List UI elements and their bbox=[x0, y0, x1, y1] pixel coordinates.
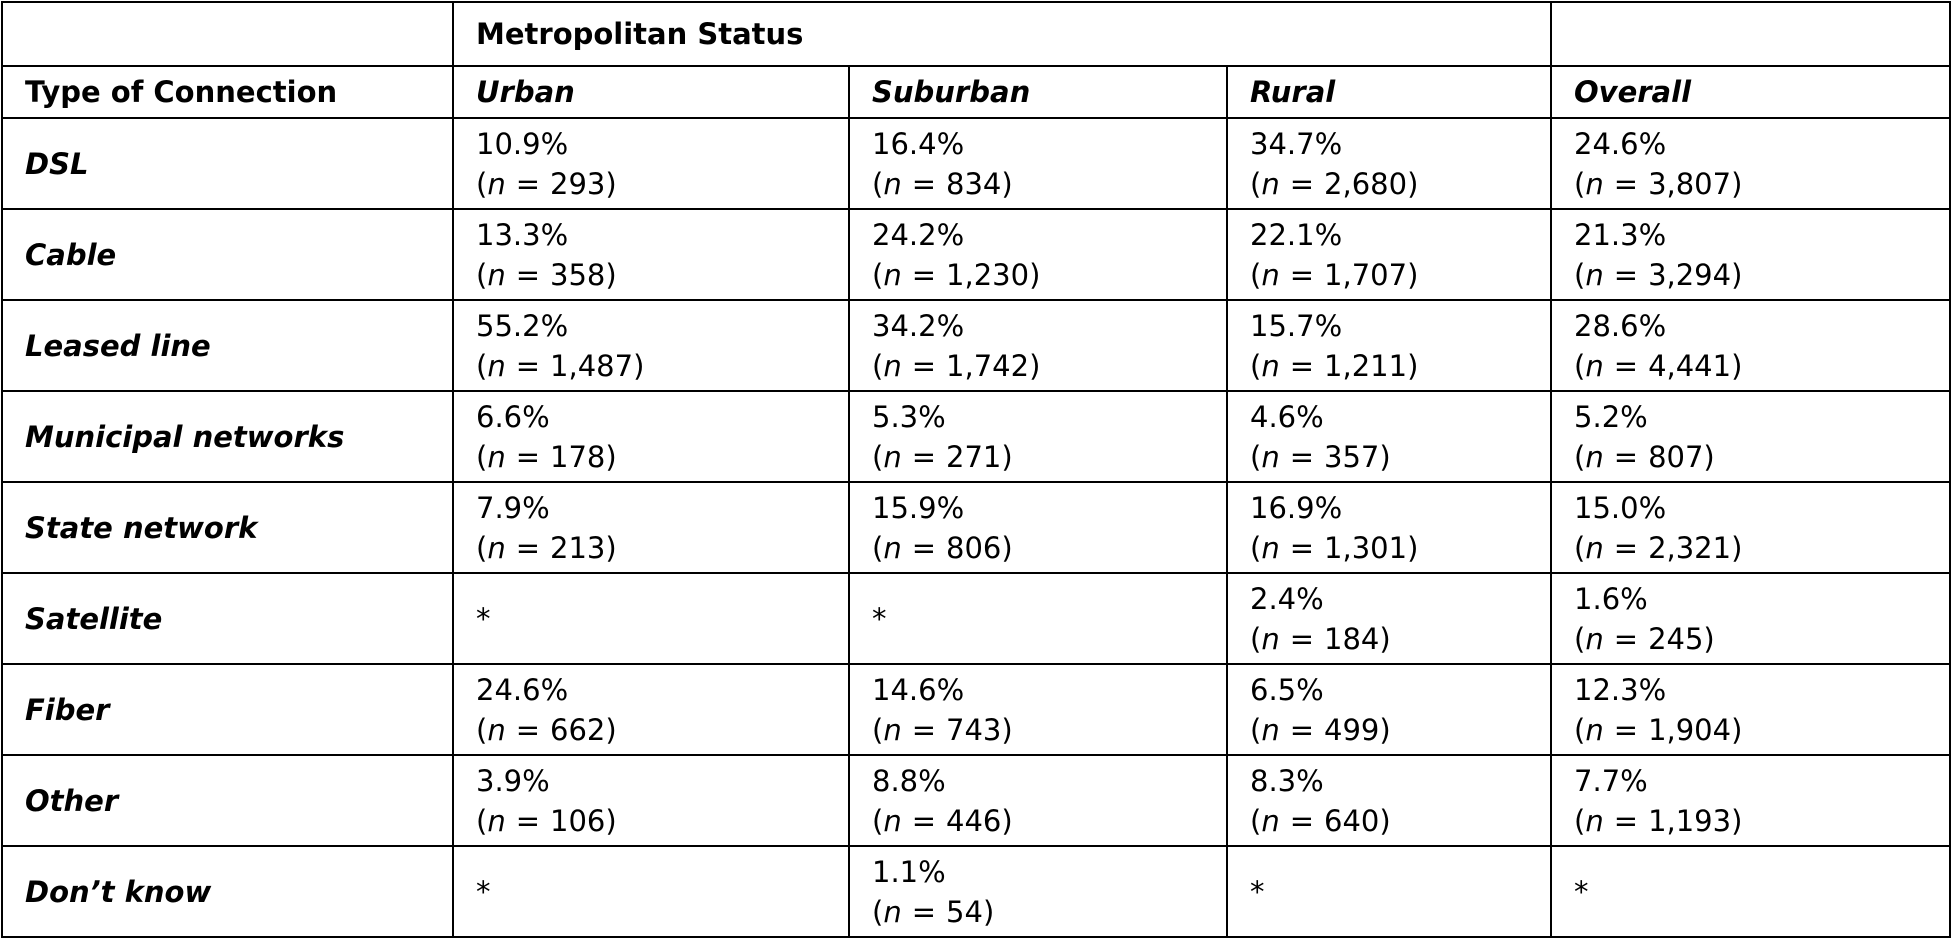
cell-count: (n = 106) bbox=[476, 803, 617, 838]
count-value: 640 bbox=[1324, 803, 1380, 838]
row-label: Leased line bbox=[2, 300, 453, 391]
cell-percent: 7.9% bbox=[476, 490, 550, 525]
cell-count: (n = 1,301) bbox=[1250, 530, 1419, 565]
count-value: 1,301 bbox=[1324, 530, 1408, 565]
row-label: Cable bbox=[2, 209, 453, 300]
cell-rural bbox=[1227, 482, 1551, 573]
row-label: State network bbox=[2, 482, 453, 573]
table-row bbox=[2, 118, 1950, 209]
count-value: 4,441 bbox=[1648, 348, 1732, 383]
cell-count: (n = 3,807) bbox=[1574, 166, 1743, 201]
column-header-row bbox=[2, 66, 1950, 118]
metropolitan-status-header: Metropolitan Status bbox=[453, 2, 1551, 66]
cell-suburban bbox=[849, 664, 1227, 755]
cell-rural bbox=[1227, 573, 1551, 664]
cell-count: (n = 2,321) bbox=[1574, 530, 1743, 565]
count-value: 806 bbox=[946, 530, 1002, 565]
column-header-urban: Urban bbox=[453, 66, 849, 118]
cell-percent: 5.2% bbox=[1574, 399, 1648, 434]
cell-count: (n = 1,230) bbox=[872, 257, 1041, 292]
cell-suburban bbox=[849, 391, 1227, 482]
cell-rural bbox=[1227, 391, 1551, 482]
n-symbol: n bbox=[1585, 348, 1604, 383]
cell-percent: 10.9% bbox=[476, 126, 569, 161]
cell-count: (n = 1,742) bbox=[872, 348, 1041, 383]
cell-count: (n = 662) bbox=[476, 712, 617, 747]
cell-percent: * bbox=[476, 874, 491, 909]
cell-percent: 2.4% bbox=[1250, 581, 1324, 616]
cell-count: (n = 54) bbox=[872, 894, 995, 929]
count-value: 245 bbox=[1648, 621, 1704, 656]
count-value: 807 bbox=[1648, 439, 1704, 474]
count-value: 54 bbox=[946, 894, 983, 929]
cell-count: (n = 357) bbox=[1250, 439, 1391, 474]
cell-count: (n = 807) bbox=[1574, 439, 1715, 474]
cell-count: (n = 834) bbox=[872, 166, 1013, 201]
cell-suburban bbox=[849, 846, 1227, 937]
cell-count: (n = 358) bbox=[476, 257, 617, 292]
count-value: 1,742 bbox=[946, 348, 1030, 383]
n-symbol: n bbox=[1261, 530, 1280, 565]
n-symbol: n bbox=[883, 803, 902, 838]
cell-percent: 22.1% bbox=[1250, 217, 1343, 252]
cell-rural bbox=[1227, 118, 1551, 209]
count-value: 1,193 bbox=[1648, 803, 1732, 838]
count-value: 743 bbox=[946, 712, 1002, 747]
cell-urban bbox=[453, 391, 849, 482]
cell-percent: 8.3% bbox=[1250, 763, 1324, 798]
cell-count: (n = 806) bbox=[872, 530, 1013, 565]
table-row bbox=[2, 755, 1950, 846]
n-symbol: n bbox=[1261, 257, 1280, 292]
cell-percent: 24.6% bbox=[476, 672, 569, 707]
cell-rural bbox=[1227, 755, 1551, 846]
n-symbol: n bbox=[1585, 621, 1604, 656]
count-value: 3,294 bbox=[1648, 257, 1732, 292]
row-label: DSL bbox=[2, 118, 453, 209]
count-value: 2,321 bbox=[1648, 530, 1732, 565]
row-label: Fiber bbox=[2, 664, 453, 755]
table-row bbox=[2, 209, 1950, 300]
cell-overall bbox=[1551, 209, 1950, 300]
cell-count: (n = 446) bbox=[872, 803, 1013, 838]
cell-percent: 4.6% bbox=[1250, 399, 1324, 434]
n-symbol: n bbox=[1585, 530, 1604, 565]
cell-overall bbox=[1551, 300, 1950, 391]
n-symbol: n bbox=[1585, 439, 1604, 474]
count-value: 271 bbox=[946, 439, 1002, 474]
cell-rural bbox=[1227, 300, 1551, 391]
cell-overall bbox=[1551, 664, 1950, 755]
count-value: 213 bbox=[550, 530, 606, 565]
cell-count: (n = 245) bbox=[1574, 621, 1715, 656]
cell-percent: 13.3% bbox=[476, 217, 569, 252]
cell-urban bbox=[453, 300, 849, 391]
n-symbol: n bbox=[1585, 166, 1604, 201]
count-value: 357 bbox=[1324, 439, 1380, 474]
n-symbol: n bbox=[1261, 712, 1280, 747]
n-symbol: n bbox=[883, 439, 902, 474]
cell-percent: 6.6% bbox=[476, 399, 550, 434]
count-value: 662 bbox=[550, 712, 606, 747]
count-value: 3,807 bbox=[1648, 166, 1732, 201]
cell-urban bbox=[453, 118, 849, 209]
cell-count: (n = 1,707) bbox=[1250, 257, 1419, 292]
n-symbol: n bbox=[883, 348, 902, 383]
cell-percent: 21.3% bbox=[1574, 217, 1667, 252]
table-row bbox=[2, 846, 1950, 937]
cell-percent: 24.6% bbox=[1574, 126, 1667, 161]
cell-urban bbox=[453, 209, 849, 300]
row-label: Municipal networks bbox=[2, 391, 453, 482]
cell-count: (n = 1,904) bbox=[1574, 712, 1743, 747]
cell-count: (n = 499) bbox=[1250, 712, 1391, 747]
column-header-rural: Rural bbox=[1227, 66, 1551, 118]
count-value: 446 bbox=[946, 803, 1002, 838]
table-row bbox=[2, 664, 1950, 755]
cell-suburban bbox=[849, 755, 1227, 846]
cell-overall bbox=[1551, 573, 1950, 664]
table-row bbox=[2, 300, 1950, 391]
n-symbol: n bbox=[1585, 257, 1604, 292]
cell-percent: 8.8% bbox=[872, 763, 946, 798]
count-value: 358 bbox=[550, 257, 606, 292]
cell-count: (n = 1,193) bbox=[1574, 803, 1743, 838]
cell-overall bbox=[1551, 846, 1950, 937]
cell-percent: 34.7% bbox=[1250, 126, 1343, 161]
type-of-connection-header: Type of Connection bbox=[2, 66, 453, 118]
count-value: 1,211 bbox=[1324, 348, 1408, 383]
cell-overall bbox=[1551, 118, 1950, 209]
cell-percent: * bbox=[1574, 874, 1589, 909]
cell-percent: 15.7% bbox=[1250, 308, 1343, 343]
cell-percent: * bbox=[476, 601, 491, 636]
cell-count: (n = 178) bbox=[476, 439, 617, 474]
cell-rural bbox=[1227, 209, 1551, 300]
count-value: 1,707 bbox=[1324, 257, 1408, 292]
n-symbol: n bbox=[487, 439, 506, 474]
n-symbol: n bbox=[1261, 621, 1280, 656]
count-value: 1,230 bbox=[946, 257, 1030, 292]
cell-percent: 16.9% bbox=[1250, 490, 1343, 525]
n-symbol: n bbox=[1261, 166, 1280, 201]
cell-percent: 16.4% bbox=[872, 126, 965, 161]
cell-rural bbox=[1227, 846, 1551, 937]
cell-count: (n = 640) bbox=[1250, 803, 1391, 838]
n-symbol: n bbox=[487, 712, 506, 747]
cell-urban bbox=[453, 573, 849, 664]
cell-rural bbox=[1227, 664, 1551, 755]
row-label: Don’t know bbox=[2, 846, 453, 937]
n-symbol: n bbox=[1585, 803, 1604, 838]
row-label: Satellite bbox=[2, 573, 453, 664]
cell-percent: 28.6% bbox=[1574, 308, 1667, 343]
cell-count: (n = 271) bbox=[872, 439, 1013, 474]
count-value: 1,487 bbox=[550, 348, 634, 383]
cell-percent: 5.3% bbox=[872, 399, 946, 434]
n-symbol: n bbox=[487, 257, 506, 292]
cell-count: (n = 1,487) bbox=[476, 348, 645, 383]
overall-super-cell bbox=[1551, 2, 1950, 66]
cell-percent: 1.6% bbox=[1574, 581, 1648, 616]
cell-count: (n = 3,294) bbox=[1574, 257, 1743, 292]
n-symbol: n bbox=[883, 166, 902, 201]
n-symbol: n bbox=[487, 166, 506, 201]
cell-count: (n = 743) bbox=[872, 712, 1013, 747]
count-value: 293 bbox=[550, 166, 606, 201]
count-value: 184 bbox=[1324, 621, 1380, 656]
cell-percent: 15.9% bbox=[872, 490, 965, 525]
n-symbol: n bbox=[1261, 803, 1280, 838]
cell-count: (n = 293) bbox=[476, 166, 617, 201]
n-symbol: n bbox=[1585, 712, 1604, 747]
cell-urban bbox=[453, 664, 849, 755]
n-symbol: n bbox=[883, 530, 902, 565]
cell-count: (n = 2,680) bbox=[1250, 166, 1419, 201]
cell-percent: 34.2% bbox=[872, 308, 965, 343]
cell-urban bbox=[453, 482, 849, 573]
table-row bbox=[2, 391, 1950, 482]
count-value: 1,904 bbox=[1648, 712, 1732, 747]
cell-percent: 14.6% bbox=[872, 672, 965, 707]
n-symbol: n bbox=[487, 530, 506, 565]
cell-count: (n = 213) bbox=[476, 530, 617, 565]
column-header-suburban: Suburban bbox=[849, 66, 1227, 118]
count-value: 106 bbox=[550, 803, 606, 838]
cell-percent: 15.0% bbox=[1574, 490, 1667, 525]
n-symbol: n bbox=[883, 894, 902, 929]
n-symbol: n bbox=[883, 257, 902, 292]
cell-suburban bbox=[849, 209, 1227, 300]
cell-percent: 7.7% bbox=[1574, 763, 1648, 798]
n-symbol: n bbox=[487, 348, 506, 383]
corner-cell bbox=[2, 2, 453, 66]
n-symbol: n bbox=[1261, 348, 1280, 383]
cell-suburban bbox=[849, 118, 1227, 209]
cell-overall bbox=[1551, 755, 1950, 846]
cell-percent: 6.5% bbox=[1250, 672, 1324, 707]
cell-suburban bbox=[849, 573, 1227, 664]
n-symbol: n bbox=[1261, 439, 1280, 474]
cell-percent: 3.9% bbox=[476, 763, 550, 798]
cell-suburban bbox=[849, 300, 1227, 391]
n-symbol: n bbox=[883, 712, 902, 747]
table-row bbox=[2, 482, 1950, 573]
cell-percent: * bbox=[1250, 874, 1265, 909]
cell-urban bbox=[453, 755, 849, 846]
cell-percent: 12.3% bbox=[1574, 672, 1667, 707]
table-body bbox=[2, 118, 1950, 937]
connection-type-table bbox=[1, 1, 1951, 938]
n-symbol: n bbox=[487, 803, 506, 838]
cell-percent: 1.1% bbox=[872, 854, 946, 889]
row-label: Other bbox=[2, 755, 453, 846]
count-value: 2,680 bbox=[1324, 166, 1408, 201]
cell-percent: 24.2% bbox=[872, 217, 965, 252]
cell-overall bbox=[1551, 391, 1950, 482]
cell-suburban bbox=[849, 482, 1227, 573]
super-header-row bbox=[2, 2, 1950, 66]
count-value: 834 bbox=[946, 166, 1002, 201]
table-row bbox=[2, 573, 1950, 664]
cell-urban bbox=[453, 846, 849, 937]
cell-count: (n = 1,211) bbox=[1250, 348, 1419, 383]
column-header-overall: Overall bbox=[1551, 66, 1950, 118]
count-value: 178 bbox=[550, 439, 606, 474]
cell-count: (n = 184) bbox=[1250, 621, 1391, 656]
cell-percent: 55.2% bbox=[476, 308, 569, 343]
cell-overall bbox=[1551, 482, 1950, 573]
cell-count: (n = 4,441) bbox=[1574, 348, 1743, 383]
cell-percent: * bbox=[872, 601, 887, 636]
count-value: 499 bbox=[1324, 712, 1380, 747]
